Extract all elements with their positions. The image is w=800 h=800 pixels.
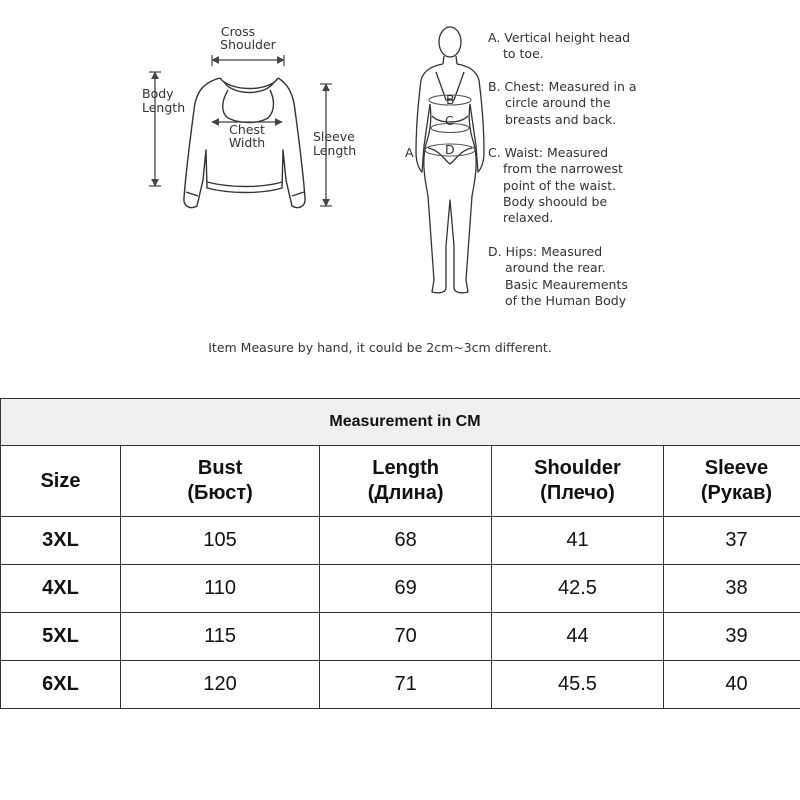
header-sleeve: Sleeve (Рукав) <box>663 446 800 517</box>
chest-width-label-1: Chest <box>229 122 265 137</box>
cell-sleeve: 40 <box>663 661 800 709</box>
measurement-notes <box>488 30 637 308</box>
cross-shoulder-label-1: Cross <box>220 24 256 39</box>
sleeve-length-label-1: Sleeve <box>313 129 355 144</box>
note-d-line-2: around the rear. <box>505 260 606 275</box>
table-row <box>1 613 800 661</box>
note-c-line-4: Body shoould be <box>503 194 608 209</box>
cell-length: 71 <box>320 661 492 709</box>
cell-bust: 105 <box>120 517 319 565</box>
chest-width-label-2: Width <box>228 135 266 150</box>
note-b-line-2: circle around the <box>505 95 611 110</box>
note-b-line-3: breasts and back. <box>505 112 617 127</box>
table-caption: Measurement in CM <box>1 399 800 446</box>
cell-bust: 110 <box>120 565 319 613</box>
cell-size: 5XL <box>1 613 121 661</box>
header-size: Size <box>1 446 121 517</box>
header-length: Length (Длина) <box>320 446 492 517</box>
note-b-line-1: B. Chest: Measured in a <box>488 79 637 94</box>
cell-length: 68 <box>320 517 492 565</box>
header-shoulder: Shoulder (Плечо) <box>492 446 664 517</box>
cell-size: 6XL <box>1 661 121 709</box>
note-a-line-1: A. Vertical height head <box>488 30 631 45</box>
note-d-line-3: Basic Meaurements <box>505 277 628 292</box>
note-a-line-2: to toe. <box>503 46 544 61</box>
cell-size: 4XL <box>1 565 121 613</box>
size-table <box>0 398 800 709</box>
measurement-diagram <box>0 0 800 390</box>
cell-sleeve: 37 <box>663 517 800 565</box>
marker-b: B <box>446 92 455 107</box>
cell-sleeve: 39 <box>663 613 800 661</box>
sleeve-length-label-2: Length <box>313 143 357 158</box>
note-c-line-2: from the narrowest <box>503 161 623 176</box>
cell-shoulder: 42.5 <box>492 565 664 613</box>
measure-disclaimer: Item Measure by hand, it could be 2cm~3cm different. <box>208 340 552 355</box>
cell-length: 69 <box>320 565 492 613</box>
cross-shoulder-label-2: Shoulder <box>220 37 276 52</box>
note-c-line-1: C. Waist: Measured <box>488 145 609 160</box>
cell-size: 3XL <box>1 517 121 565</box>
note-d-line-4: of the Human Body <box>505 293 627 308</box>
marker-a: A <box>405 145 414 160</box>
human-body-figure <box>416 27 484 293</box>
table-header-row <box>1 446 800 517</box>
body-length-label-1: Body <box>142 86 174 101</box>
cell-bust: 120 <box>120 661 319 709</box>
table-row <box>1 517 800 565</box>
note-d-line-1: D. Hips: Measured <box>488 244 603 259</box>
cell-shoulder: 45.5 <box>492 661 664 709</box>
marker-d: D <box>445 142 455 157</box>
cell-length: 70 <box>320 613 492 661</box>
note-c-line-5: relaxed. <box>503 210 554 225</box>
table-row <box>1 565 800 613</box>
table-row <box>1 661 800 709</box>
cell-shoulder: 41 <box>492 517 664 565</box>
body-length-label-2: Length <box>142 100 186 115</box>
marker-c: C <box>445 113 454 128</box>
header-bust: Bust (Бюст) <box>120 446 319 517</box>
cell-shoulder: 44 <box>492 613 664 661</box>
cell-bust: 115 <box>120 613 319 661</box>
note-c-line-3: point of the waist. <box>503 178 617 193</box>
cell-sleeve: 38 <box>663 565 800 613</box>
